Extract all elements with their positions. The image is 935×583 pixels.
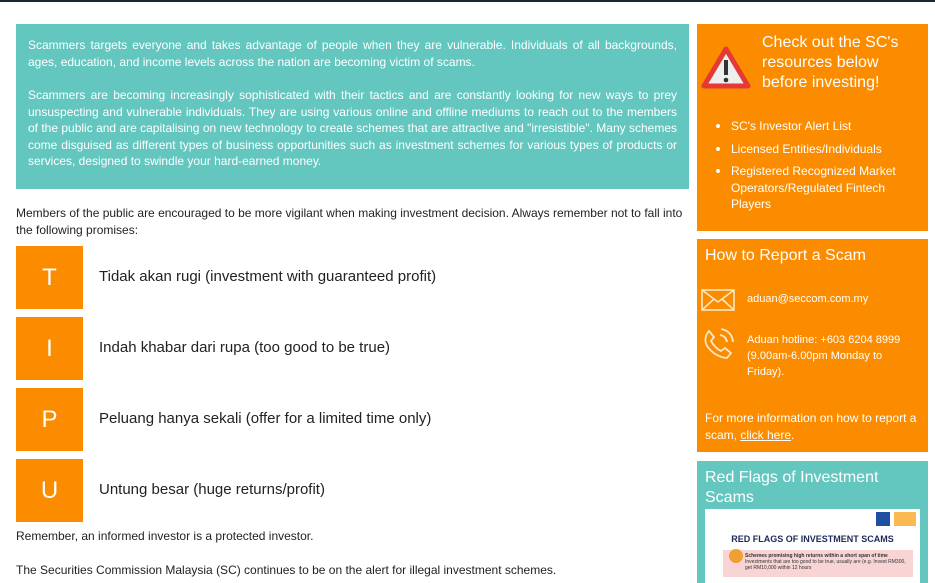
footer-line: Remember, an informed investor is a protected investor. [16,529,314,543]
resources-title: Check out the SC's resources below before investing! [762,34,899,91]
click-here-link[interactable]: click here [740,428,792,442]
lead-text: Members of the public are encouraged to be more vigilant when making investment decision. Always remember not to fall into the following promises: [16,206,683,237]
investsmart-logo [894,512,916,526]
tipu-item [16,246,686,309]
red-flags-card[interactable] [697,461,928,583]
intro-paragraph: Scammers targets everyone and takes advantage of people when they are vulnerable. Individuals of all backgrounds, ages, education, and income levels across the nation are becoming victim of scams. [28,38,677,69]
link-registered-operators[interactable]: Registered Recognized Market Operators/Regulated Fintech Players [731,164,896,211]
tipu-item [16,317,686,380]
intro-panel [16,24,689,189]
tipu-text: Tidak akan rugi (investment with guaranteed profit) [99,268,437,285]
warning-icon [701,46,751,90]
tipu-item [16,388,686,451]
report-hotline: Aduan hotline: +603 6204 8999 (9.00am-6.00pm Monday to Friday). [747,334,901,378]
tipu-text: Indah khabar dari rupa (too good to be true) [99,339,391,356]
thumb-banner: Schemes promising high returns within a short span of time Investments that are too good to be true, usually are (e.g. Invest RM300, get RM10,000 within 12 hours [723,550,913,577]
report-email[interactable]: aduan@seccom.com.my [747,293,869,305]
tipu-letter: I [16,317,83,380]
tipu-letter: U [16,459,83,522]
tipu-text: Peluang hanya sekali (offer for a limited time only) [99,410,432,427]
tipu-item [16,459,686,522]
tipu-text: Untung besar (huge returns/profit) [99,481,325,498]
red-flags-title: Red Flags of Investment Scams [705,469,879,506]
report-card [697,239,928,452]
red-flags-thumbnail[interactable] [705,509,920,583]
footer-line: The Securities Commission Malaysia (SC) continues to be on the alert for illegal investment schemes. [16,563,557,577]
link-investor-alert-list[interactable]: SC's Investor Alert List [731,119,852,133]
link-licensed-entities[interactable]: Licensed Entities/Individuals [731,141,882,156]
report-more: For more information on how to report a scam, click here. [705,411,917,442]
thumb-heading: RED FLAGS OF INVESTMENT SCAMS [731,534,894,544]
envelope-icon [701,289,735,311]
coin-icon [729,549,743,563]
resources-card [697,24,928,231]
intro-paragraph: Scammers are becoming increasingly sophisticated with their tactics and are constantly looking for new ways to prey unsuspecting and vulnerable individuals. They are using various online and offline mediums to reach out to the members of the public and are capitalising on new technology to create schemes that are attractive and "irresistible". Many schemes come disguised as different types of business opportunities such as investment schemes for various types of products or services, designed to swindle your hard-earned money. [28,88,677,168]
phone-icon [701,327,735,361]
tipu-letter: T [16,246,83,309]
report-title: How to Report a Scam [705,247,866,264]
tipu-letter: P [16,388,83,451]
sc-logo [876,512,890,526]
